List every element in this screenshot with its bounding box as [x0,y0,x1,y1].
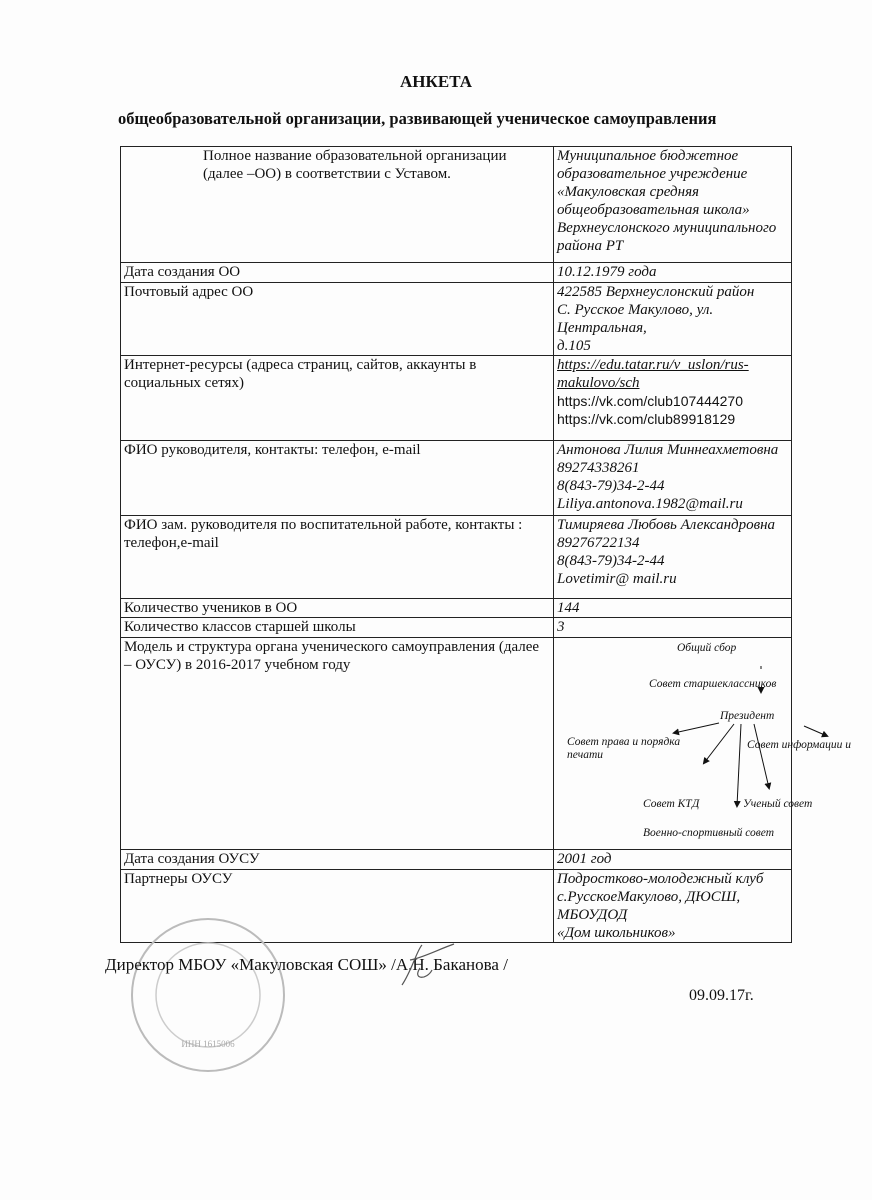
table-row [121,638,792,850]
value-line: 422585 Верхнеуслонский район [557,284,755,300]
row-value [554,283,792,356]
row-label: Почтовый адрес ОО [121,283,554,356]
value-line: д.105 [557,338,591,354]
self-government-structure-diagram [557,638,851,848]
svg-text:ИНН 1615006: ИНН 1615006 [181,1039,235,1049]
row-label: ФИО руководителя, контакты: телефон, e-mail [121,441,554,516]
row-label: Полное название образовательной организации (далее –ОО) в соответствии с Уставом. [121,147,554,263]
value-line: 8(843-79)34-2-44 [557,553,665,569]
node-president: Президент [720,710,775,722]
node-senior-council: Совет старшеклассников [649,678,777,690]
table-row [121,516,792,599]
value-line: 89276722134 [557,535,640,551]
questionnaire-table [120,146,851,943]
table-row [121,599,792,618]
row-value [554,599,792,618]
row-value [554,638,851,850]
row-label: Партнеры ОУСУ [121,870,554,943]
row-value [554,263,792,283]
row-label: Модель и структура органа ученического самоуправления (далее – ОУСУ) в 2016-2017 учебном году [121,638,554,850]
value-line: Верхнеуслонского муниципального [557,220,777,236]
node-press: печати [567,749,603,761]
value-line: района РТ [557,238,624,254]
row-value [554,356,792,441]
node-law-council: Совет права и порядка [567,736,681,748]
value-line: Lovetimir@ mail.ru [557,571,677,587]
resource-link[interactable]: https://edu.tatar.ru/v_uslon/rus- [557,357,749,373]
signature-mark [392,940,462,990]
value-line: общеобразовательная школа» [557,202,750,218]
value-line: с.РусскоеМакулово, ДЮСШ, МБОУДОД [557,889,741,923]
value-line: Муниципальное бюджетное [557,148,739,164]
value-line: «Макуловская средняя [557,184,700,200]
row-value [554,147,792,263]
table-row [121,263,792,283]
value-line: Liliya.antonova.1982@mail.ru [557,496,743,512]
row-label: Дата создания ОО [121,263,554,283]
row-label: ФИО зам. руководителя по воспитательной работе, контакты : телефон,e-mail [121,516,554,599]
value-line: Антонова Лилия Миннеахметовна [557,442,779,458]
value-line: Тимиряева Любовь Александровна [557,517,776,533]
row-value [554,516,792,599]
row-label: Дата создания ОУСУ [121,850,554,870]
value-line: 144 [557,600,580,616]
node-military-council: Военно-спортивный совет [643,827,775,839]
value-line: «Дом школьников» [557,925,676,941]
table-row [121,441,792,516]
value-line: 8(843-79)34-2-44 [557,478,665,494]
director-signature-line: Директор МБОУ «Макуловская СОШ» /А.Н. Баканова / [105,955,508,974]
row-value [554,850,792,870]
resource-link[interactable]: https://vk.com/club89918129 [557,411,736,427]
document-date: 09.09.17г. [689,987,754,1004]
stamp [128,915,288,1075]
row-value [554,441,792,516]
value-line: 3 [557,619,565,635]
table-row [121,283,792,356]
row-label: Количество учеников в ОО [121,599,554,618]
table-row [121,618,792,638]
value-line: С. Русское Макулово, ул. Центральная, [557,302,714,336]
table-row [121,850,792,870]
row-value [554,870,792,943]
table-row [121,356,792,441]
value-line: образовательное учреждение [557,166,748,182]
value-line: Подростково-молодежный клуб [557,871,764,887]
node-ktd-council: Совет КТД [643,798,700,810]
document-subtitle: общеобразовательной организации, развивающей ученическое самоуправления [118,109,717,128]
resource-link[interactable]: https://vk.com/club107444270 [557,393,744,409]
node-info-council: Совет информации и [747,739,851,751]
row-value [554,618,792,638]
node-general-meeting: Общий сбор [677,642,737,654]
table-row [121,147,792,263]
value-line: 89274338261 [557,460,640,476]
resource-link[interactable]: makulovo/sch [557,375,640,391]
node-science-council: Ученый совет [743,798,813,810]
row-label: Количество классов старшей школы [121,618,554,638]
value-line: 10.12.1979 года [557,264,657,280]
value-line: 2001 год [557,851,612,867]
document-title: АНКЕТА [400,72,472,91]
row-label: Интернет-ресурсы (адреса страниц, сайтов, аккаунты в социальных сетях) [121,356,554,441]
